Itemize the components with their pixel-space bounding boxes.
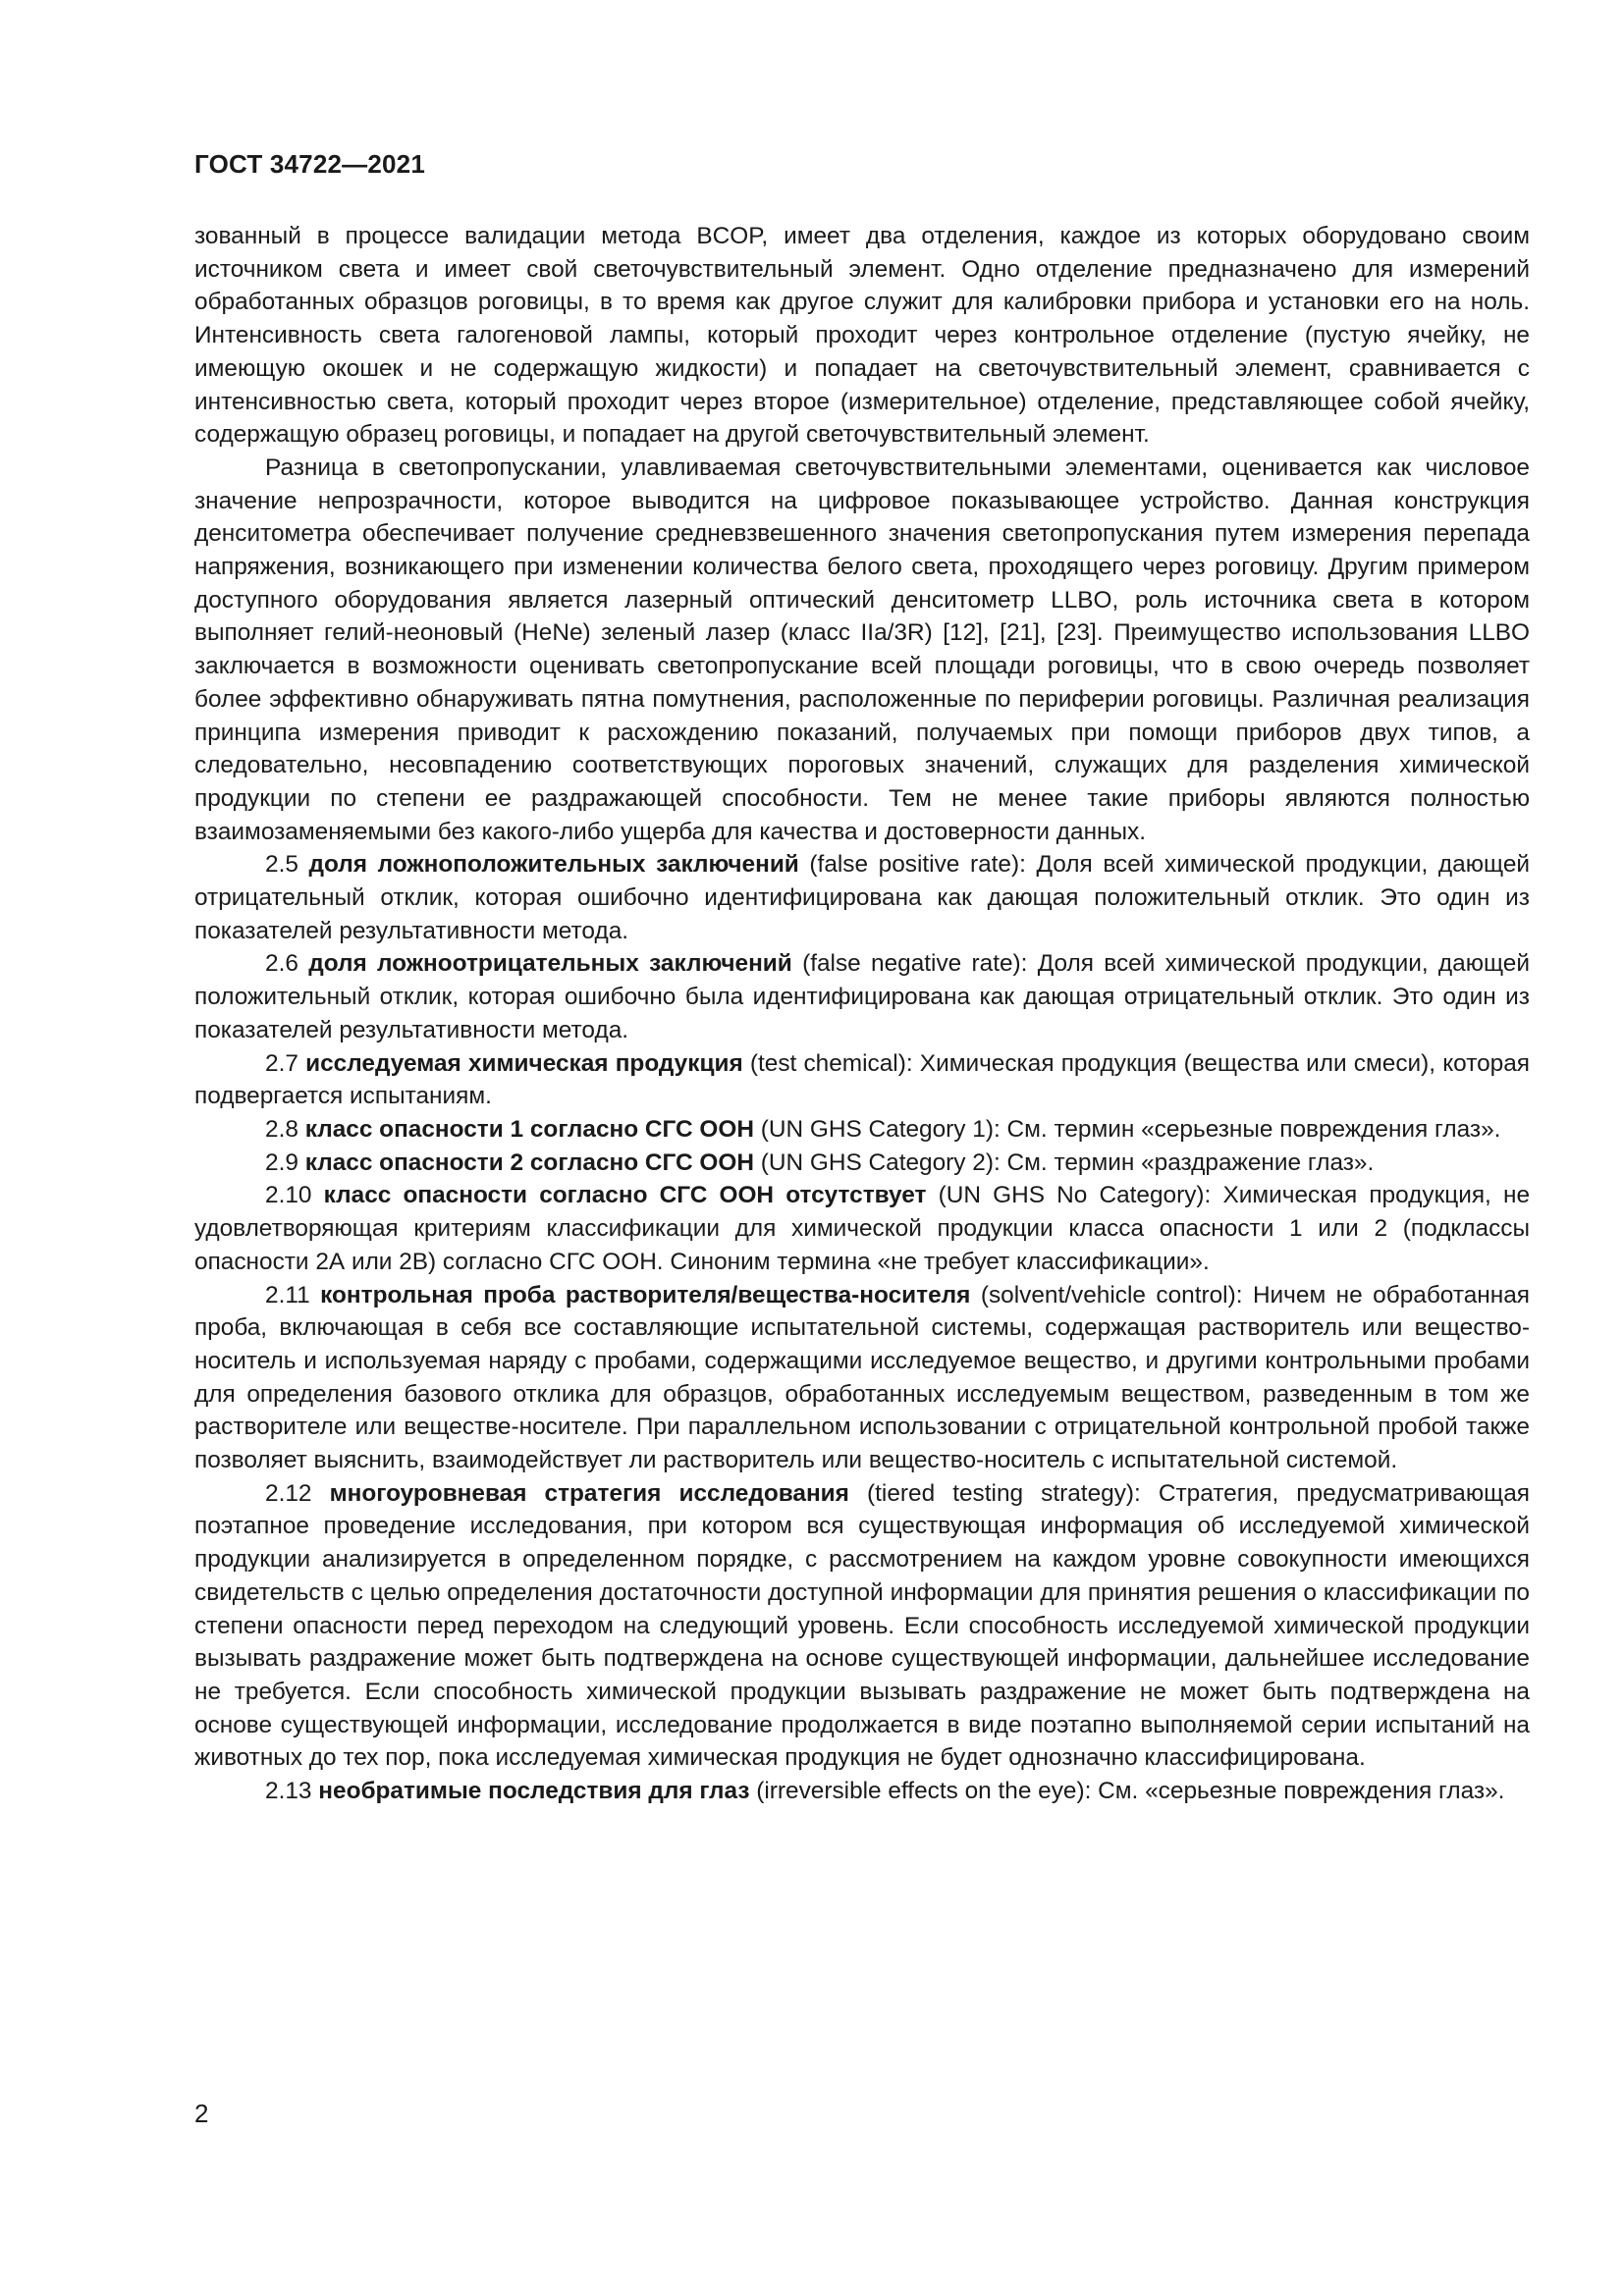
definition-2-9 (194, 1147, 1530, 1180)
term-definition: (UN GHS No Category): Химическая продукция, не удовлетворяющая критериям классификации для химической продукции класса опасности 1 или 2 (подклассы опасности 2А или 2В) согласно СГС ООН. Синоним термина «не требует классификации». (194, 1182, 1531, 1275)
term-definition: (tiered testing strategy): Стратегия, предусматривающая поэтапное проведение исследования, при котором вся существующая информация об исследуемой химической продукции анализируется в определенном порядке, с рассмотрением на каждом уровне совокупности имеющихся свидетельств с целью определения достаточности доступной информации для принятия решения о классификации по степени опасности перед переходом на следующий уровень. Если способность исследуемой химической продукции вызывать раздражение может быть подтверждена на основе существующей информации, дальнейшее исследование не требуется. Если способность химической продукции вызывать раздражение не может быть подтверждена на основе существующей информации, исследование продолжается в виде поэтапно выполняемой серии испытаний на животных до тех пор, пока исследуемая химическая продукция не будет однозначно классифицирована. (194, 1479, 1530, 1772)
term-definition: (UN GHS Category 2): См. термин «раздражение глаз». (753, 1148, 1375, 1176)
document-header: ГОСТ 34722—2021 (194, 149, 425, 179)
term-name: доля ложноотрицательных заключений (308, 950, 792, 978)
term-name: многоуровневая стратегия исследования (329, 1479, 849, 1507)
page-number: 2 (194, 2099, 209, 2128)
clause-number: 2.12 (265, 1479, 312, 1507)
term-name: необратимые последствия для глаз (318, 1778, 750, 1805)
paragraph-continued: зованный в процессе валидации метода BCOP, имеет два отделения, каждое из которых оборудовано своим источником света и имеет свой светочувствительный элемент. Одно отделение предназначено для измерений обработанных образцов роговицы, в то время как другое служит для калибровки прибора и установки его на ноль. Интенсивность света галогеновой лампы, который проходит через контрольное отделение (пустую ячейку, не имеющую окошек и не содержащую жидкости) и попадает на светочувствительный элемент, сравнивается с интенсивностью света, который проходит через второе (измерительное) отделение, представляющее собой ячейку, содержащую образец роговицы, и попадает на другой светочувствительный элемент. (194, 223, 1530, 449)
term-definition: (irreversible effects on the eye): См. «серьезные повреждения глаз». (749, 1778, 1505, 1805)
term-definition: (false positive rate): Доля всей химической продукции, дающей отрицательный отклик, которая ошибочно идентифицирована как дающая положительный отклик. Это один из показателей результативности метода. (194, 851, 1531, 944)
clause-number: 2.8 (265, 1115, 298, 1143)
clause-number: 2.13 (265, 1778, 312, 1805)
definition-2-7 (194, 1047, 1530, 1113)
clause-number: 2.6 (265, 950, 298, 978)
term-name: исследуемая химическая продукция (305, 1049, 743, 1077)
paragraph-densitometer: Разница в светопропускании, улавливаемая светочувствительными элементами, оценивается как числовое значение непрозрачности, которое выводится на цифровое показывающее устройство. Данная конструкция денситометра обеспечивает получение средневзвешенного значения светопропускания путем измерения перепада напряжения, возникающего при изменении количества белого света, проходящего через роговицу. Другим примером доступного оборудования является лазерный оптический денситометр LLBO, роль источника света в котором выполняет гелий-неоновый (HeNe) зеленый лазер (класс IIa/3R) [12], [21], [23]. Преимущество использования LLBO заключается в возможности оценивать светопропускание всей площади роговицы, что в свою очередь позволяет более эффективно обнаруживать пятна помутнения, расположенные по периферии роговицы. Различная реализация принципа измерения приводит к расхождению показаний, получаемых при помощи приборов двух типов, а следовательно, несовпадению соответствующих пороговых значений, служащих для разделения химической продукции по степени ее раздражающей способности. Тем не менее такие приборы являются полностью взаимозаменяемыми без какого-либо ущерба для качества и достоверности данных. (194, 454, 1530, 845)
definition-2-11 (194, 1279, 1530, 1477)
term-name: класс опасности согласно СГС ООН отсутствует (323, 1182, 927, 1209)
term-definition: (solvent/vehicle control): Ничем не обработанная проба, включающая в себя все составляющие испытательной системы, содержащая растворитель или вещество-носитель и используемая наряду с пробами, содержащими исследуемое вещество, и другими контрольными пробами для определения базового отклика для образцов, обработанных исследуемым веществом, разведенным в том же растворителе или веществе-носителе. При параллельном использовании с отрицательной контрольной пробой также позволяет выяснить, взаимодействует ли растворитель или вещество-носитель с испытательной системой. (194, 1281, 1531, 1474)
term-definition: (UN GHS Category 1): См. термин «серьезные повреждения глаз». (753, 1115, 1501, 1143)
clause-number: 2.5 (265, 851, 298, 879)
term-name: доля ложноположительных заключений (308, 851, 799, 879)
term-name: класс опасности 2 согласно СГС ООН (304, 1148, 754, 1176)
definition-2-5 (194, 848, 1530, 947)
term-name: контрольная проба растворителя/вещества-носителя (320, 1281, 971, 1308)
definition-2-8 (194, 1113, 1530, 1147)
term-name: класс опасности 1 согласно СГС ООН (304, 1115, 754, 1143)
body-text (194, 220, 1530, 1808)
definition-2-12 (194, 1477, 1530, 1775)
clause-number: 2.10 (265, 1182, 312, 1209)
definition-2-6 (194, 947, 1530, 1046)
term-definition: (test chemical): Химическая продукция (вещества или смеси), которая подвергается испытаниям. (194, 1049, 1530, 1110)
definition-2-13 (194, 1775, 1530, 1808)
clause-number: 2.9 (265, 1148, 298, 1176)
clause-number: 2.11 (265, 1281, 310, 1308)
definition-2-10 (194, 1179, 1530, 1278)
term-definition: (false negative rate): Доля всей химической продукции, дающей положительный отклик, которая ошибочно была идентифицирована как дающая отрицательный отклик. Это один из показателей результативности метода. (194, 950, 1530, 1043)
clause-number: 2.7 (265, 1049, 298, 1077)
